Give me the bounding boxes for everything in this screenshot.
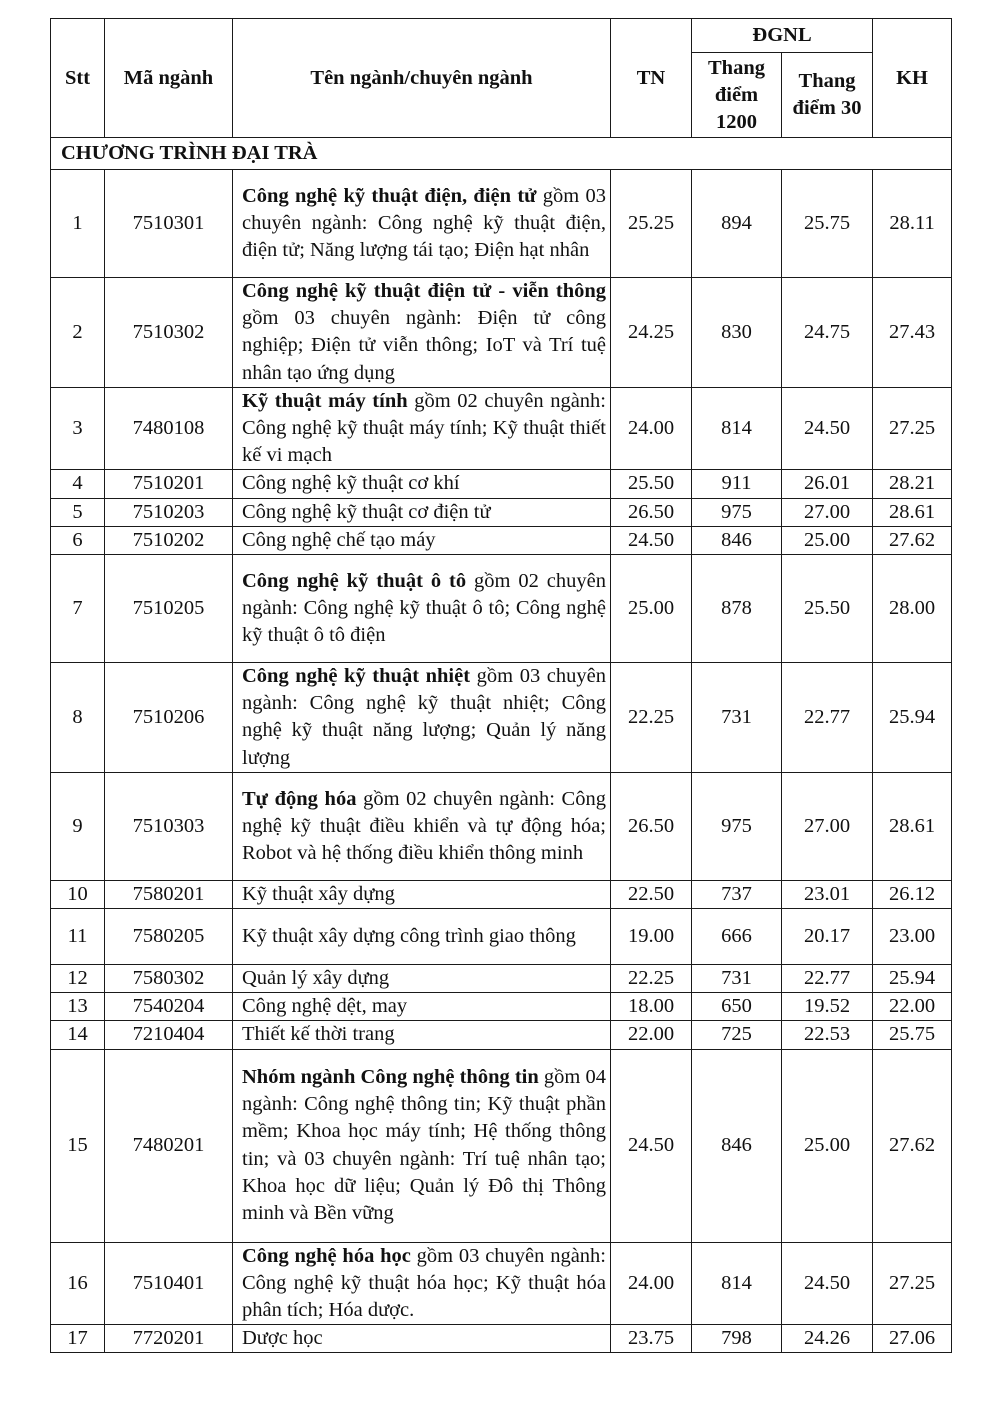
cell-dgnl-1200: 846	[692, 1049, 782, 1242]
cell-stt: 14	[51, 1021, 105, 1049]
cell-stt: 11	[51, 909, 105, 965]
program-description: Dược học	[242, 1327, 323, 1350]
cell-stt: 12	[51, 965, 105, 993]
program-name-bold: Kỹ thuật máy tính	[242, 389, 408, 412]
cell-ma-nganh: 7580205	[105, 909, 233, 965]
section-title: CHƯƠNG TRÌNH ĐẠI TRÀ	[51, 138, 952, 170]
cell-tn: 22.25	[611, 965, 692, 993]
cell-ma-nganh: 7510203	[105, 498, 233, 526]
cell-ten-nganh	[233, 965, 611, 993]
cell-dgnl-30: 20.17	[782, 909, 873, 965]
cell-dgnl-30: 25.50	[782, 555, 873, 663]
cell-kh: 28.11	[873, 170, 952, 278]
cell-ten-nganh	[233, 663, 611, 773]
cell-dgnl-1200: 911	[692, 470, 782, 498]
cell-kh: 27.43	[873, 278, 952, 388]
program-name-bold: Tự động hóa	[242, 787, 357, 810]
cell-kh: 27.62	[873, 1049, 952, 1242]
cell-stt: 7	[51, 555, 105, 663]
table-row	[51, 663, 952, 773]
program-description: gồm 03 chuyên ngành: Công nghệ kỹ thuật điện, điện tử; Năng lượng tái tạo; Điện hạt nhân	[242, 184, 612, 262]
cell-tn: 22.00	[611, 1021, 692, 1049]
program-description: Thiết kế thời trang	[242, 1023, 395, 1046]
cell-kh: 27.25	[873, 1242, 952, 1325]
cell-stt: 5	[51, 498, 105, 526]
program-name-bold: Nhóm ngành Công nghệ thông tin	[242, 1066, 539, 1089]
table-row	[51, 470, 952, 498]
cell-stt: 6	[51, 526, 105, 554]
cell-ma-nganh: 7540204	[105, 993, 233, 1021]
cell-ten-nganh	[233, 498, 611, 526]
header-tn: TN	[611, 19, 692, 138]
admission-score-table-page	[50, 18, 951, 1353]
cell-dgnl-30: 22.53	[782, 1021, 873, 1049]
cell-tn: 23.75	[611, 1325, 692, 1353]
program-description: Kỹ thuật xây dựng	[242, 882, 395, 905]
cell-dgnl-30: 22.77	[782, 663, 873, 773]
cell-ma-nganh: 7210404	[105, 1021, 233, 1049]
cell-ma-nganh: 7510301	[105, 170, 233, 278]
program-description: Kỹ thuật xây dựng công trình giao thông	[242, 924, 576, 947]
cell-tn: 26.50	[611, 772, 692, 880]
cell-dgnl-1200: 894	[692, 170, 782, 278]
header-kh: KH	[873, 19, 952, 138]
program-description: gồm 04 ngành: Công nghệ thông tin; Kỹ thuật phần mềm; Khoa học máy tính; Hệ thống thông tin; và 03 chuyên ngành: Trí tuệ nhân tạo; Khoa học dữ liệu; Quản lý Đô thị Thông minh và Bền vững	[242, 1066, 612, 1225]
cell-dgnl-1200: 830	[692, 278, 782, 388]
cell-dgnl-1200: 666	[692, 909, 782, 965]
cell-ten-nganh	[233, 880, 611, 908]
cell-stt: 13	[51, 993, 105, 1021]
cell-dgnl-30: 24.50	[782, 387, 873, 470]
cell-kh: 28.21	[873, 470, 952, 498]
cell-ten-nganh	[233, 170, 611, 278]
cell-kh: 22.00	[873, 993, 952, 1021]
cell-dgnl-30: 19.52	[782, 993, 873, 1021]
cell-stt: 17	[51, 1325, 105, 1353]
cell-tn: 24.25	[611, 278, 692, 388]
cell-ten-nganh	[233, 909, 611, 965]
program-description: gồm 02 chuyên ngành: Công nghệ kỹ thuật điều khiển và tự động hóa; Robot và hệ thống điều khiển thông minh	[242, 787, 612, 864]
cell-tn: 24.00	[611, 1242, 692, 1325]
program-description: gồm 02 chuyên ngành: Công nghệ kỹ thuật máy tính; Kỹ thuật thiết kế vi mạch	[242, 389, 612, 467]
header-ma-nganh: Mã ngành	[105, 19, 233, 138]
cell-tn: 22.25	[611, 663, 692, 773]
table-row	[51, 387, 952, 470]
cell-kh: 25.75	[873, 1021, 952, 1049]
cell-dgnl-30: 27.00	[782, 498, 873, 526]
header-thang-diem-30: Thang điểm 30	[782, 53, 873, 138]
cell-ma-nganh: 7720201	[105, 1325, 233, 1353]
section-row	[51, 138, 952, 170]
table-row	[51, 772, 952, 880]
cell-dgnl-1200: 737	[692, 880, 782, 908]
table-row	[51, 1021, 952, 1049]
cell-dgnl-30: 27.00	[782, 772, 873, 880]
cell-dgnl-1200: 975	[692, 498, 782, 526]
header-ten-nganh: Tên ngành/chuyên ngành	[233, 19, 611, 138]
cell-tn: 25.25	[611, 170, 692, 278]
cell-dgnl-1200: 731	[692, 965, 782, 993]
program-name-bold: Công nghệ kỹ thuật nhiệt	[242, 665, 471, 688]
program-description: gồm 03 chuyên ngành: Công nghệ kỹ thuật nhiệt; Công nghệ kỹ thuật năng lượng; Quản lý năng lượng	[242, 665, 612, 769]
cell-stt: 4	[51, 470, 105, 498]
table-row	[51, 498, 952, 526]
header-thang-diem-1200: Thang điểm 1200	[692, 53, 782, 138]
cell-tn: 18.00	[611, 993, 692, 1021]
cell-ma-nganh: 7510303	[105, 772, 233, 880]
cell-dgnl-1200: 650	[692, 993, 782, 1021]
cell-kh: 27.62	[873, 526, 952, 554]
cell-tn: 22.50	[611, 880, 692, 908]
cell-dgnl-30: 24.75	[782, 278, 873, 388]
cell-tn: 19.00	[611, 909, 692, 965]
table-row	[51, 1242, 952, 1325]
cell-dgnl-1200: 878	[692, 555, 782, 663]
program-description: gồm 03 chuyên ngành: Điện tử công nghiệp; Điện tử viễn thông; IoT và Trí tuệ nhân tạo ứng dụng	[242, 280, 612, 384]
table-row	[51, 993, 952, 1021]
program-name-bold: Công nghệ hóa học	[242, 1244, 411, 1267]
cell-kh: 25.94	[873, 663, 952, 773]
cell-ten-nganh	[233, 1049, 611, 1242]
program-description: gồm 03 chuyên ngành: Công nghệ kỹ thuật hóa học; Kỹ thuật hóa phân tích; Hóa dược.	[242, 1244, 612, 1322]
cell-stt: 3	[51, 387, 105, 470]
header-stt: Stt	[51, 19, 105, 138]
cell-tn: 24.00	[611, 387, 692, 470]
cell-stt: 2	[51, 278, 105, 388]
cell-kh: 28.61	[873, 498, 952, 526]
cell-dgnl-1200: 814	[692, 1242, 782, 1325]
cell-kh: 28.00	[873, 555, 952, 663]
cell-ma-nganh: 7580201	[105, 880, 233, 908]
cell-dgnl-1200: 731	[692, 663, 782, 773]
cell-ma-nganh: 7510401	[105, 1242, 233, 1325]
cell-dgnl-1200: 814	[692, 387, 782, 470]
table-row	[51, 880, 952, 908]
cell-ma-nganh: 7510302	[105, 278, 233, 388]
cell-ma-nganh: 7480108	[105, 387, 233, 470]
cell-dgnl-30: 22.77	[782, 965, 873, 993]
cell-kh: 28.61	[873, 772, 952, 880]
cell-kh: 25.94	[873, 965, 952, 993]
cell-ma-nganh: 7580302	[105, 965, 233, 993]
cell-ten-nganh	[233, 555, 611, 663]
cell-ma-nganh: 7480201	[105, 1049, 233, 1242]
table-body	[51, 138, 952, 1353]
cell-ten-nganh	[233, 772, 611, 880]
cell-stt: 9	[51, 772, 105, 880]
program-description: Công nghệ kỹ thuật cơ khí	[242, 472, 460, 495]
program-description: Công nghệ chế tạo máy	[242, 528, 436, 551]
cell-ma-nganh: 7510206	[105, 663, 233, 773]
table-row	[51, 1049, 952, 1242]
program-description: Công nghệ kỹ thuật cơ điện tử	[242, 500, 491, 523]
cell-kh: 27.06	[873, 1325, 952, 1353]
cell-ma-nganh: 7510202	[105, 526, 233, 554]
cell-dgnl-1200: 725	[692, 1021, 782, 1049]
cell-dgnl-1200: 846	[692, 526, 782, 554]
cell-kh: 27.25	[873, 387, 952, 470]
header-dgnl: ĐGNL	[692, 19, 873, 53]
cell-stt: 15	[51, 1049, 105, 1242]
cell-kh: 26.12	[873, 880, 952, 908]
table-row	[51, 965, 952, 993]
cell-dgnl-30: 25.75	[782, 170, 873, 278]
cell-ten-nganh	[233, 993, 611, 1021]
cell-ten-nganh	[233, 278, 611, 388]
table-row	[51, 555, 952, 663]
table-row	[51, 909, 952, 965]
cell-stt: 16	[51, 1242, 105, 1325]
cell-ma-nganh: 7510205	[105, 555, 233, 663]
cell-dgnl-1200: 975	[692, 772, 782, 880]
cell-tn: 25.50	[611, 470, 692, 498]
cell-stt: 1	[51, 170, 105, 278]
cell-dgnl-30: 24.50	[782, 1242, 873, 1325]
table-row	[51, 170, 952, 278]
table-row	[51, 1325, 952, 1353]
cell-tn: 24.50	[611, 526, 692, 554]
cell-dgnl-30: 24.26	[782, 1325, 873, 1353]
program-description: gồm 02 chuyên ngành: Công nghệ kỹ thuật ô tô; Công nghệ kỹ thuật ô tô điện	[242, 569, 612, 647]
program-description: Quản lý xây dựng	[242, 967, 390, 990]
cell-dgnl-30: 25.00	[782, 526, 873, 554]
cell-ten-nganh	[233, 387, 611, 470]
cell-tn: 25.00	[611, 555, 692, 663]
program-name-bold: Công nghệ kỹ thuật điện, điện tử	[242, 184, 537, 207]
cell-ten-nganh	[233, 1242, 611, 1325]
cell-kh: 23.00	[873, 909, 952, 965]
cell-ten-nganh	[233, 1021, 611, 1049]
cell-dgnl-30: 23.01	[782, 880, 873, 908]
program-name-bold: Công nghệ kỹ thuật ô tô	[242, 569, 467, 592]
table-row	[51, 278, 952, 388]
table-row	[51, 526, 952, 554]
cell-dgnl-1200: 798	[692, 1325, 782, 1353]
cell-dgnl-30: 25.00	[782, 1049, 873, 1242]
table-header	[51, 19, 952, 138]
admission-score-table	[50, 18, 952, 1353]
cell-stt: 10	[51, 880, 105, 908]
cell-tn: 24.50	[611, 1049, 692, 1242]
program-description: Công nghệ dệt, may	[242, 995, 408, 1018]
cell-dgnl-30: 26.01	[782, 470, 873, 498]
cell-tn: 26.50	[611, 498, 692, 526]
cell-ten-nganh	[233, 1325, 611, 1353]
cell-ten-nganh	[233, 526, 611, 554]
cell-ten-nganh	[233, 470, 611, 498]
program-name-bold: Công nghệ kỹ thuật điện tử - viễn thông	[242, 280, 606, 302]
cell-ma-nganh: 7510201	[105, 470, 233, 498]
cell-stt: 8	[51, 663, 105, 773]
